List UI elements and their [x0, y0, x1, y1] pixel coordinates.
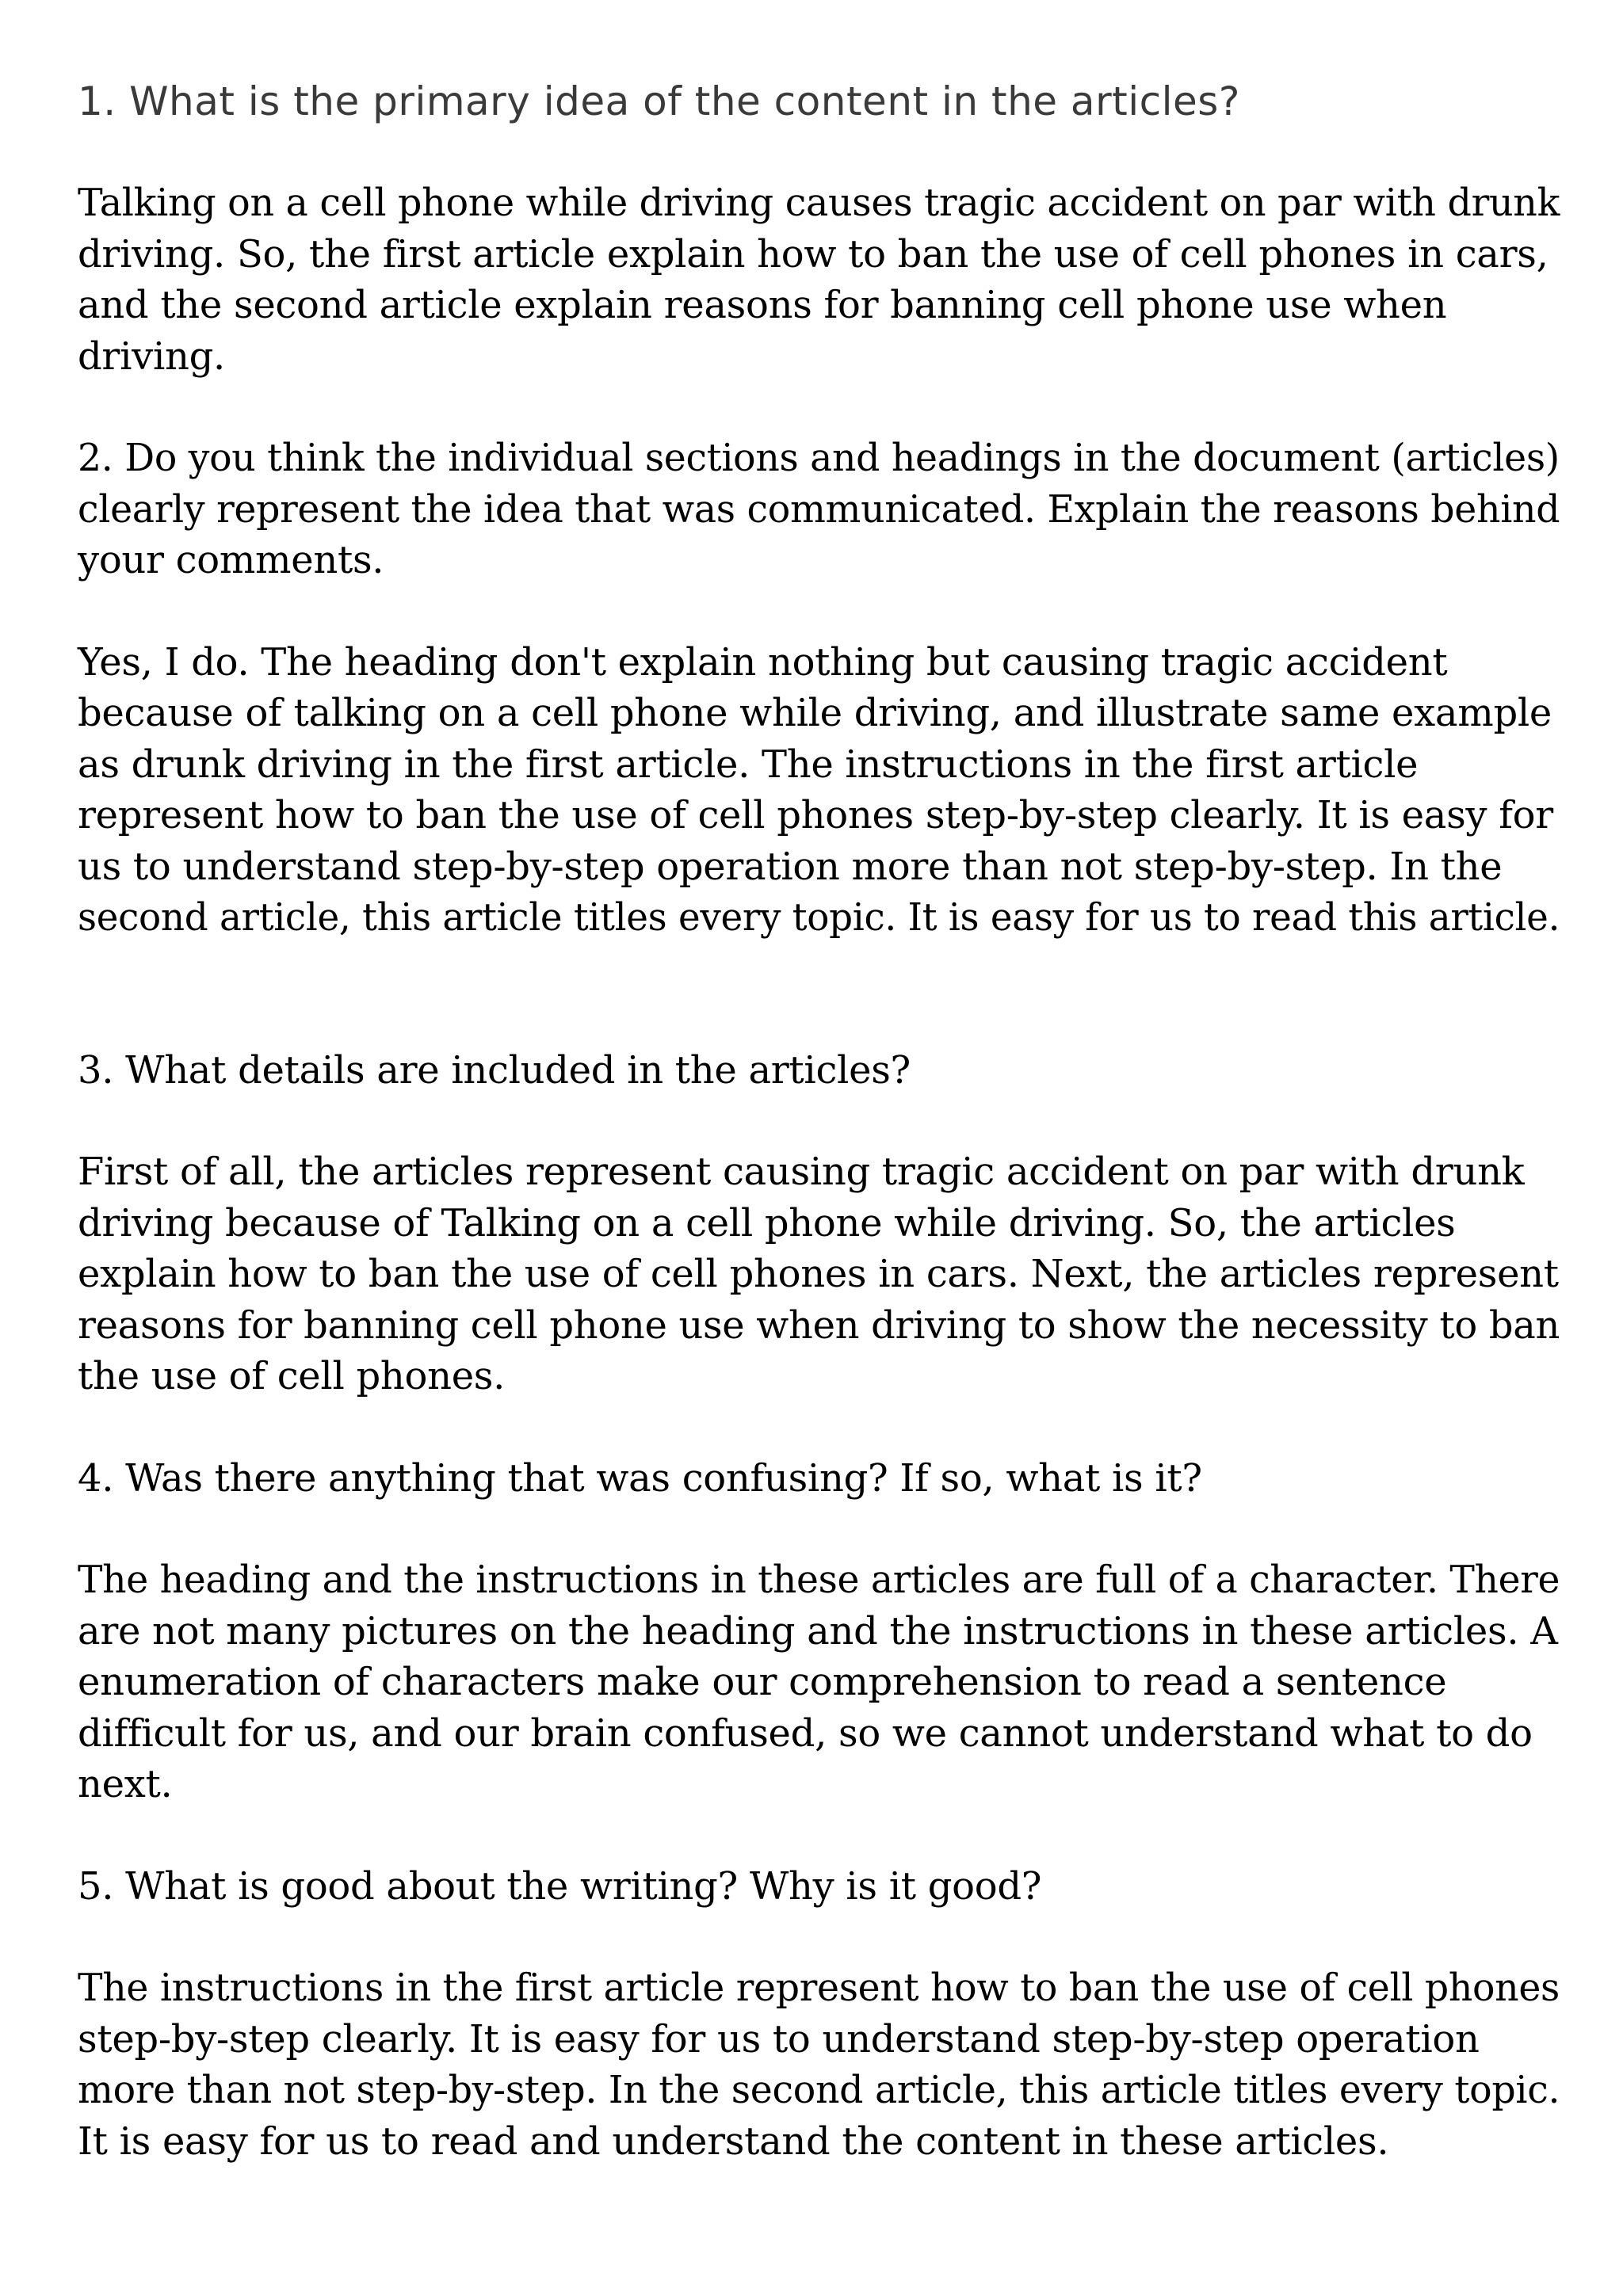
answer-4	[78, 1554, 1560, 1810]
spacer	[78, 1912, 1560, 1962]
answer-2-line: as drunk driving in the first article. The instructions in the first article	[78, 742, 1419, 787]
spacer	[78, 1402, 1560, 1453]
spacer	[78, 382, 1560, 433]
answer-1-line: driving. So, the first article explain how to ban the use of cell phones in cars,	[78, 231, 1549, 277]
answer-5-line: step-by-step clearly. It is easy for us to understand step-by-step operation	[78, 2016, 1480, 2061]
answer-2-line: represent how to ban the use of cell phones step-by-step clearly. It is easy for	[78, 793, 1553, 837]
answer-1-line: and the second article explain reasons for banning cell phone use when	[78, 283, 1447, 327]
question-2-line: clearly represent the idea that was communicated. Explain the reasons behind	[78, 486, 1560, 532]
answer-1	[78, 177, 1560, 382]
question-4	[78, 1453, 1560, 1505]
answer-2-line: us to understand step-by-step operation more than not step-by-step. In the	[78, 844, 1503, 889]
spacer	[78, 1096, 1560, 1146]
question-4-text: 4. Was there anything that was confusing? If so, what is it?	[78, 1455, 1202, 1501]
question-5-text: 5. What is good about the writing? Why is it good?	[78, 1863, 1042, 1909]
question-3	[78, 1045, 1560, 1097]
answer-1-line: Talking on a cell phone while driving causes tragic accident on par with drunk	[78, 181, 1560, 225]
answer-3-line: the use of cell phones.	[78, 1354, 506, 1398]
answer-4-line: are not many pictures on the heading and the instructions in these articles. A	[78, 1608, 1558, 1653]
answer-1-line: driving.	[78, 334, 225, 379]
answer-4-line: enumeration of characters make our comprehension to read a sentence	[78, 1660, 1447, 1704]
question-2-line: 2. Do you think the individual sections and headings in the document (articles)	[78, 436, 1560, 480]
answer-5	[78, 1962, 1560, 2167]
question-1-text: 1. What is the primary idea of the content in the articles?	[78, 78, 1240, 124]
spacer	[78, 586, 1560, 637]
answer-2-line: second article, this article titles every topic. It is easy for us to read this article.	[78, 895, 1560, 940]
answer-2-line: Yes, I do. The heading don't explain nothing but causing tragic accident	[78, 639, 1448, 685]
answer-3	[78, 1146, 1560, 1402]
answer-4-line: difficult for us, and our brain confused, so we cannot understand what to do	[78, 1711, 1533, 1756]
spacer	[78, 1810, 1560, 1861]
answer-2-line: because of talking on a cell phone while driving, and illustrate same example	[78, 691, 1552, 735]
spacer	[78, 127, 1560, 177]
question-3-text: 3. What details are included in the articles?	[78, 1047, 911, 1093]
answer-3-line: reasons for banning cell phone use when driving to show the necessity to ban	[78, 1302, 1560, 1348]
document-body	[78, 76, 1560, 2167]
spacer	[78, 1504, 1560, 1554]
answer-4-line: The heading and the instructions in these articles are full of a character. There	[78, 1558, 1560, 1602]
answer-3-line: explain how to ban the use of cell phones in cars. Next, the articles represent	[78, 1252, 1559, 1296]
answer-5-line: It is easy for us to read and understand the content in these articles.	[78, 2119, 1389, 2164]
answer-2	[78, 637, 1560, 944]
spacer	[78, 944, 1560, 1045]
answer-5-line: The instructions in the first article represent how to ban the use of cell phones	[78, 1966, 1560, 2010]
question-2-line: your comments.	[78, 538, 384, 582]
answer-3-line: First of all, the articles represent causing tragic accident on par with drunk	[78, 1150, 1525, 1194]
answer-3-line: driving because of Talking on a cell phone while driving. So, the articles	[78, 1200, 1456, 1245]
answer-5-line: more than not step-by-step. In the second article, this article titles every topic.	[78, 2068, 1560, 2112]
question-5	[78, 1861, 1560, 1913]
answer-4-line: next.	[78, 1762, 173, 1806]
question-2	[78, 433, 1560, 586]
question-1	[78, 76, 1560, 127]
